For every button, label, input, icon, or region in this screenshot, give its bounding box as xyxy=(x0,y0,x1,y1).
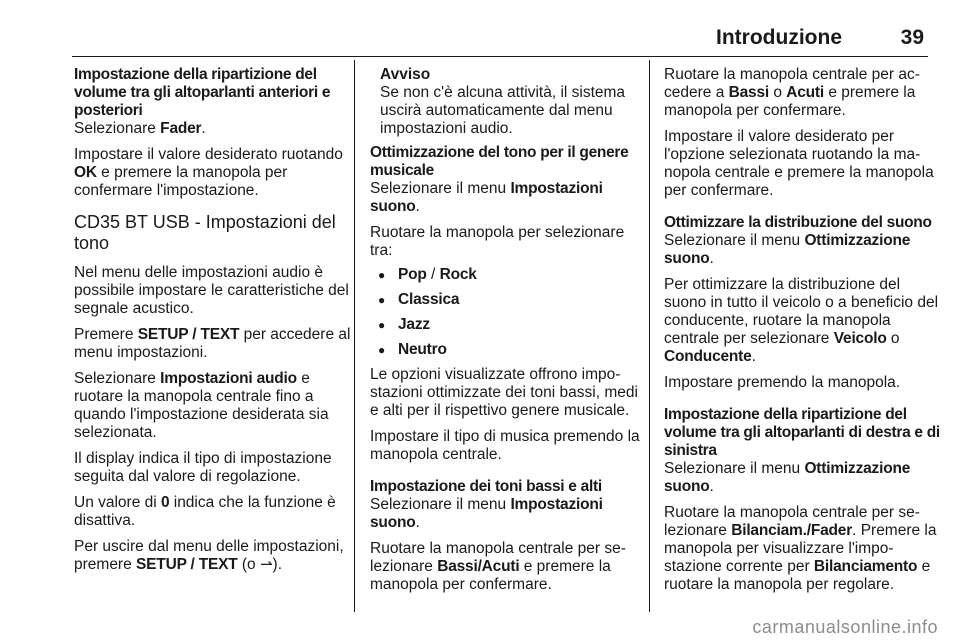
paragraph: Impostare premendo la manopola. xyxy=(664,374,901,391)
paragraph: Ruotare la manopola centrale per accedere a Bassi o Acuti e premere la manopola per confermare. xyxy=(664,66,920,119)
section-heading-bilanciamento: Impostazione della ripartizione del volume tra gli altoparlanti di destra e di sinistra xyxy=(664,406,940,459)
list-item: ● Jazz xyxy=(370,316,648,334)
page-title: Introduzione xyxy=(716,26,842,49)
paragraph: Selezionare Fader. xyxy=(74,120,206,137)
list-item: ● Neutro xyxy=(370,341,648,359)
menu-item-impostazioni-audio: Impostazioni audio xyxy=(160,370,297,387)
paragraph: Per uscire dal menu delle impostazioni, premere SETUP / TEXT (o ⇀). xyxy=(74,538,344,573)
paragraph: Il display indica il tipo di impostazione seguita dal valore di regolazione. xyxy=(74,450,332,485)
paragraph: Per ottimizzare la distribuzione del suono in tutto il veicolo o a beneficio del conducente, ruotare la manopola centrale per selezionare Veicolo o Conducente. xyxy=(664,276,939,365)
column-1 xyxy=(74,66,352,582)
paragraph: Impostare il valore desiderato ruotando OK e premere la manopola per confermare l'impostazione. xyxy=(74,146,343,199)
section-heading-distribuzione: Ottimizzare la distribuzione del suono xyxy=(664,214,932,231)
column-divider-1 xyxy=(354,60,355,612)
paragraph: Le opzioni visualizzate offrono impostazioni ottimizzate dei toni bassi, medi e alti per il rispettivo genere musicale. xyxy=(370,366,638,419)
column-2 xyxy=(370,66,648,602)
menu-item-fader: Fader xyxy=(160,120,202,137)
paragraph: Nel menu delle impostazioni audio è possibile impostare le caratteristiche del segnale acustico. xyxy=(74,264,349,317)
paragraph: Impostare il tipo di musica premendo la manopola centrale. xyxy=(370,428,640,463)
column-3 xyxy=(664,66,942,602)
paragraph: Ruotare la manopola centrale per selezionare Bassi/Acuti e premere la manopola per confermare. xyxy=(370,540,626,593)
key-setup-text: SETUP / TEXT xyxy=(137,326,240,343)
section-heading-bassi-alti: Impostazione dei toni bassi e alti xyxy=(370,478,602,495)
section-heading-fader: Impostazione della ripartizione del volume tra gli altoparlanti anteriori e posteriori xyxy=(74,66,331,119)
paragraph: Selezionare il menu Ottimizzazione suono. xyxy=(664,460,911,495)
key-ok: OK xyxy=(74,164,97,181)
notice-title: Avviso xyxy=(380,66,431,83)
paragraph: Selezionare il menu Ottimizzazione suono. xyxy=(664,232,911,267)
chapter-heading: CD35 BT USB - Impostazioni del tono xyxy=(74,212,336,253)
genre-list xyxy=(370,266,648,359)
paragraph: Impostare il valore desiderato per l'opzione selezionata ruotando la manopola centrale e premere la manopola per confermare. xyxy=(664,128,934,199)
paragraph: Ruotare la manopola per selezionare tra: xyxy=(370,224,625,259)
paragraph: Un valore di 0 indica che la funzione è disattiva. xyxy=(74,494,336,529)
list-item: ● Classica xyxy=(370,291,648,309)
notice-box xyxy=(370,66,648,138)
column-divider-2 xyxy=(649,60,650,612)
page-number: 39 xyxy=(900,26,924,49)
paragraph: Premere SETUP / TEXT per accedere al menu impostazioni. xyxy=(74,326,351,361)
list-item: ● Pop / Rock xyxy=(370,266,648,284)
section-heading-genere: Ottimizzazione del tono per il genere musicale xyxy=(370,144,629,179)
back-arrow-icon: ⇀ xyxy=(259,556,273,573)
paragraph: Selezionare Impostazioni audio e ruotare la manopola centrale fino a quando l'impostazione desiderata sia selezionata. xyxy=(74,370,329,441)
page-header xyxy=(0,26,960,56)
header-divider xyxy=(72,56,928,57)
notice-text: Se non c'è alcuna attività, il sistema uscirà automaticamente dal menu impostazioni audio. xyxy=(380,84,626,137)
paragraph: Selezionare il menu Impostazioni suono. xyxy=(370,496,603,531)
watermark: carmanualsonline.info xyxy=(752,617,938,637)
paragraph: Selezionare il menu Impostazioni suono. xyxy=(370,180,603,215)
key-setup-text: SETUP / TEXT xyxy=(136,556,238,573)
paragraph: Ruotare la manopola centrale per selezionare Bilanciam./Fader. Premere la manopola per visualizzare l'impostazione corrente per Bilanciamento e ruotare la manopola per regolare. xyxy=(664,504,937,593)
